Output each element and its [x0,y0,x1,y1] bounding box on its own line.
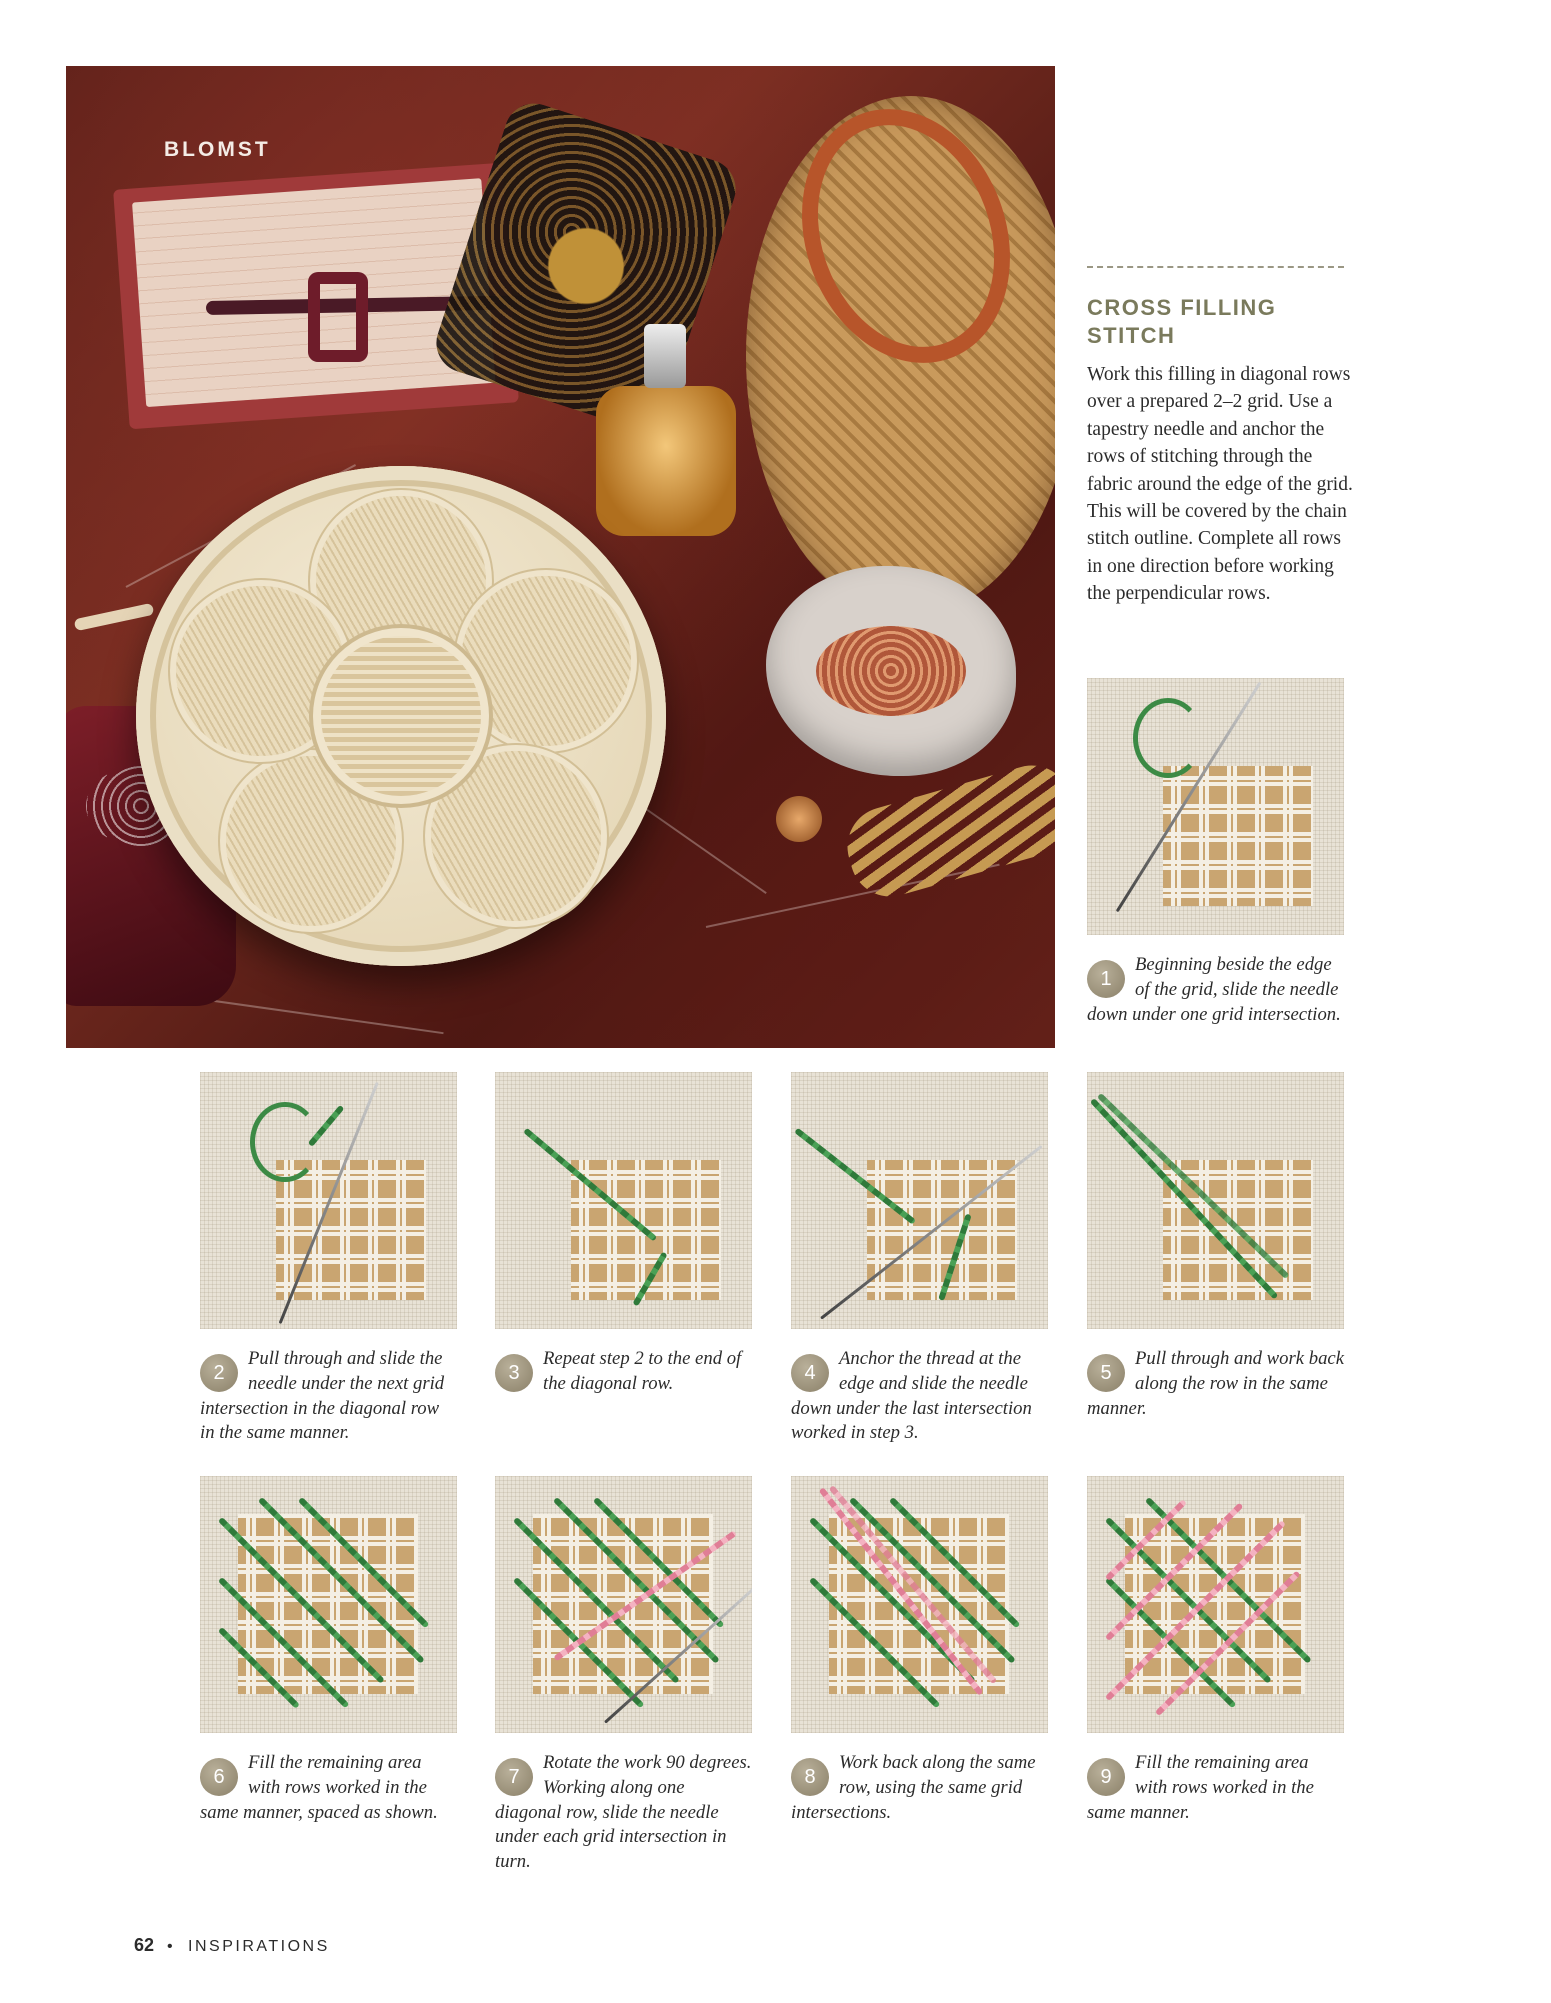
step-8-photo [791,1476,1048,1733]
step-9-caption [1087,1751,1344,1825]
step-1-photo [1087,678,1344,935]
perfume-bottle [596,386,736,536]
gold-chain [838,756,1055,906]
page-footer [134,1935,330,1956]
tassel [74,603,155,631]
section-body: Work this filling in diagonal rows over a prepared 2–2 grid. Use a tapestry needle and anchor the rows of stitching through the fabric around the edge of the grid. This will be covered by the chain stitch outline. Complete all rows in one direction before working the perpendicular rows. [1087,364,1353,605]
step-8-text: Work back along the same row, using the same grid intersections. [791,1752,1036,1823]
step-4-photo [791,1072,1048,1329]
hero-photo [66,66,1055,1048]
step-7-photo [495,1476,752,1733]
section-divider [1087,266,1344,268]
step-number-badge: 9 [1087,1758,1125,1796]
footer-section: INSPIRATIONS [188,1938,330,1955]
step-9-text: Fill the remaining area with rows worked in the same manner. [1087,1752,1314,1823]
footer-bullet: • [166,1938,176,1955]
step-7-text: Rotate the work 90 degrees. Working along one diagonal row, slide the needle under each grid intersection in turn. [495,1752,752,1873]
step-number-badge: 3 [495,1354,533,1392]
step-number-badge: 4 [791,1354,829,1392]
step-2-caption [200,1347,457,1446]
step-6-caption [200,1751,457,1825]
step-number-badge: 5 [1087,1354,1125,1392]
step-6-text: Fill the remaining area with rows worked in the same manner, spaced as shown. [200,1752,438,1823]
step-6 [200,1476,457,1825]
step-4-text: Anchor the thread at the edge and slide the needle down under the last intersection worked in step 3. [791,1348,1032,1444]
step-7 [495,1476,752,1875]
step-3-text: Repeat step 2 to the end of the diagonal row. [543,1348,742,1394]
step-4 [791,1072,1048,1446]
step-3 [495,1072,752,1397]
step-number-badge: 8 [791,1758,829,1796]
step-1-text: Beginning beside the edge of the grid, slide the needle down under one grid intersection. [1087,954,1341,1025]
step-5-photo [1087,1072,1344,1329]
embroidered-pouch [136,466,666,966]
step-6-photo [200,1476,457,1733]
section-title: CROSS FILLING STITCH [1087,295,1277,348]
step-9 [1087,1476,1344,1825]
step-number-badge: 6 [200,1758,238,1796]
step-2-text: Pull through and slide the needle under the next grid intersection in the diagonal row in the same manner. [200,1348,445,1444]
step-1-caption [1087,953,1344,1027]
step-1 [1087,678,1344,1027]
step-8 [791,1476,1048,1825]
step-4-caption [791,1347,1048,1446]
step-2-photo [200,1072,457,1329]
step-3-photo [495,1072,752,1329]
ring [776,796,822,842]
step-number-badge: 7 [495,1758,533,1796]
step-9-photo [1087,1476,1344,1733]
step-7-caption [495,1751,752,1875]
step-8-caption [791,1751,1048,1825]
step-2 [200,1072,457,1446]
step-5-caption [1087,1347,1344,1421]
hero-label: BLOMST [164,138,271,161]
step-number-badge: 1 [1087,960,1125,998]
step-number-badge: 2 [200,1354,238,1392]
page-number: 62 [134,1935,155,1955]
ribbon-buckle [308,272,368,362]
step-3-caption [495,1347,752,1397]
step-5-text: Pull through and work back along the row in the same manner. [1087,1348,1345,1419]
step-5 [1087,1072,1344,1421]
trinket-bowl [766,566,1016,776]
